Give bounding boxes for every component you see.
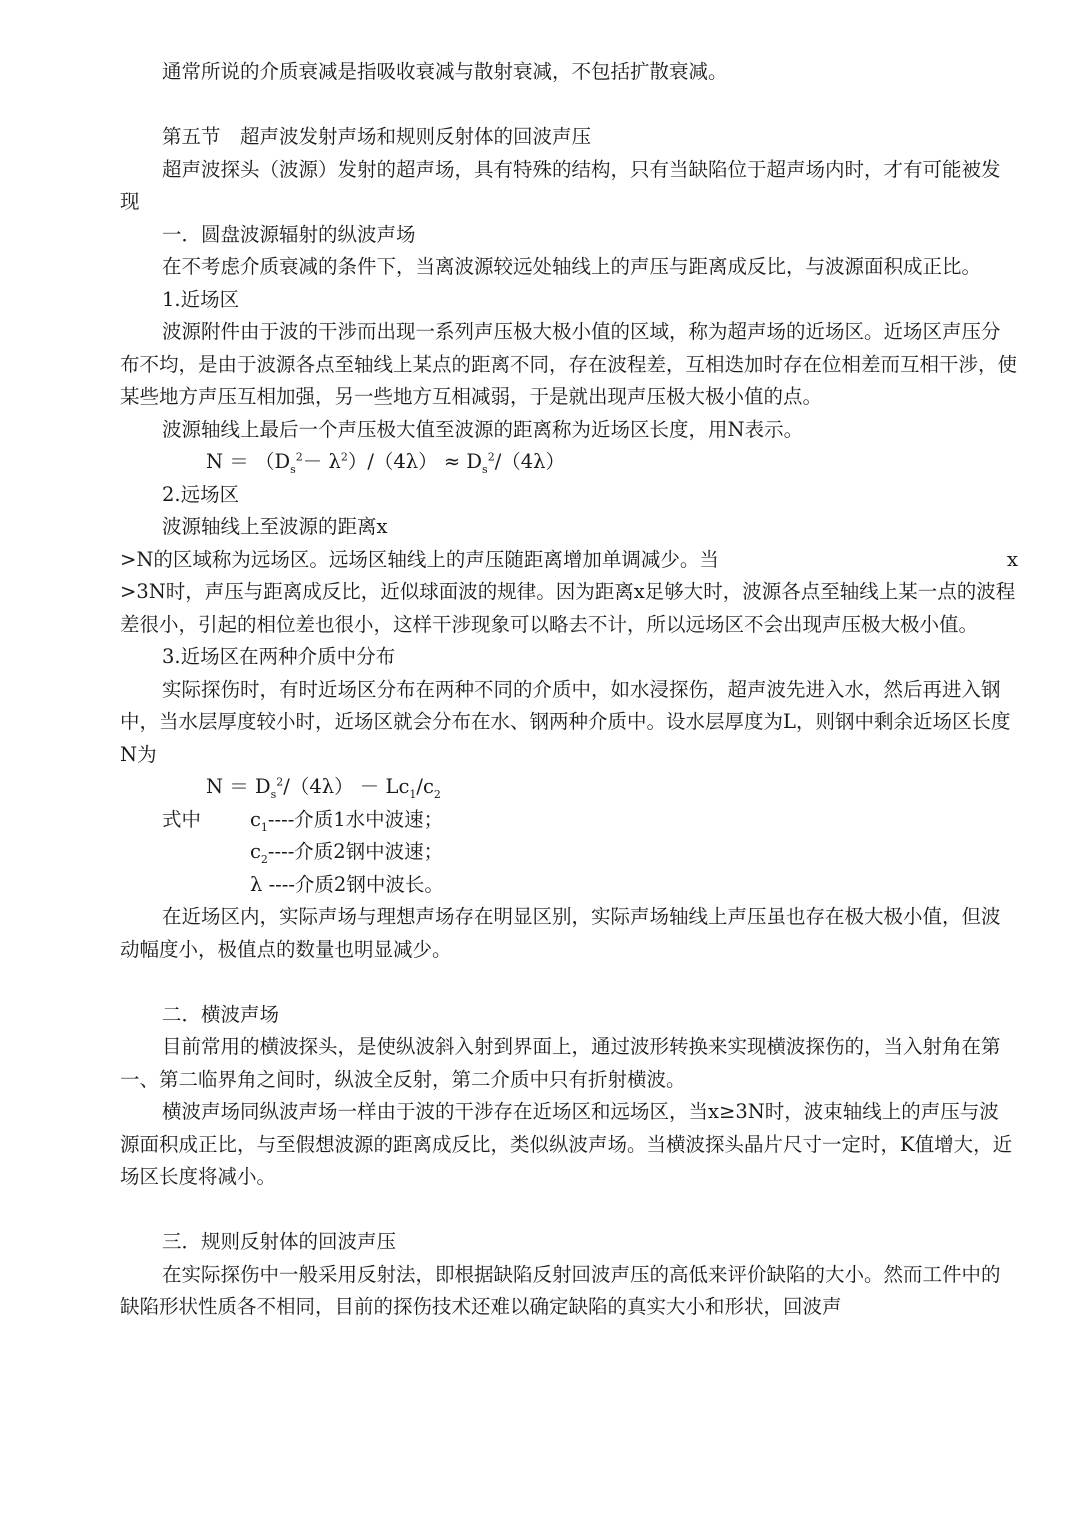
paragraph: 在近场区内，实际声场与理想声场存在明显区别，实际声场轴线上声压虽也存在极大极小值，但波动幅度小，极值点的数量也明显减少。 xyxy=(120,905,1001,961)
document-page xyxy=(120,56,1018,1324)
spacer xyxy=(120,89,1018,122)
heading-3: 三．规则反射体的回波声压 xyxy=(162,1230,397,1253)
paragraph: 在不考虑介质衰减的条件下，当离波源较远处轴线上的声压与距离成反比，与波源面积成正比。 xyxy=(162,255,982,278)
paragraph: 实际探伤时，有时近场区分布在两种不同的介质中，如水浸探伤，超声波先进入水，然后再进入钢中，当水层厚度较小时，近场区就会分布在水、钢两种介质中。设水层厚度为L，则钢中剩余近场区长度N为 xyxy=(120,677,1011,766)
definition-row: $c_2----$介质2钢中波速； xyxy=(250,840,444,866)
definition-row: λ ----介质2钢中波长。 xyxy=(250,872,444,896)
spacer xyxy=(120,1194,1018,1227)
section-intro: 超声波探头（波源）发射的超声场，具有特殊的结构，只有当缺陷位于超声场内时，才有可能被发现 xyxy=(120,157,1001,213)
formula-near-field-length: $N = (D_s^2- \lambda^2)/(4\lambda) \approx D_s^2/(4\lambda)$ xyxy=(206,450,566,476)
where-label: 式中 xyxy=(162,807,202,831)
paragraph: 波源附件由于波的干涉而出现一系列声压极大极小值的区域，称为超声场的近场区。近场区声压分布不均，是由于波源各点至轴线上某点的距离不同，存在波程差，互相迭加时存在位相差而互相干涉，使某些地方声压互相加强，另一些地方互相减弱，于是就出现声压极大极小值的点。 xyxy=(120,320,1018,408)
spacer xyxy=(120,966,1018,999)
paragraph: 目前常用的横波探头，是使纵波斜入射到界面上，通过波形转换来实现横波探伤的，当入射角在第一、第二临界角之间时，纵波全反射，第二介质中只有折射横波。 xyxy=(120,1035,1001,1091)
subheading-near-field: 1.近场区 xyxy=(162,287,240,311)
paragraph: 波源轴线上最后一个声压极大值至波源的距离称为近场区长度，用N表示。 xyxy=(162,417,804,441)
paragraph: 在实际探伤中一般采用反射法，即根据缺陷反射回波声压的高低来评价缺陷的大小。然而工件中的缺陷形状性质各不相同，目前的探伤技术还难以确定缺陷的真实大小和形状，回波声 xyxy=(120,1262,1001,1318)
subheading-two-media: 3.近场区在两种介质中分布 xyxy=(162,645,396,668)
definition-row: 式中 $c_1----$介质1水中波速； xyxy=(120,804,1018,837)
paragraph: 横波声场同纵波声场一样由于波的干涉存在近场区和远场区，当x≥3N时，波束轴线上的声压与波源面积成正比，与至假想波源的距离成反比，类似纵波声场。当横波探头晶片尺寸一定时，K值增大，近场区长度将减小。 xyxy=(120,1100,1013,1188)
formula-remaining-near-field: $N = D_s^2/(4\lambda) - Lc_1/c_2$ xyxy=(206,775,441,801)
paragraph: 波源轴线上至波源的距离x xyxy=(162,515,388,538)
section-title: 第五节 超声波发射声场和规则反射体的回波声压 xyxy=(162,125,592,148)
far-field-line: >N的区域称为远场区。远场区轴线上的声压随距离增加单调减少。当 x xyxy=(120,547,1018,571)
intro-paragraph: 通常所说的介质衰减是指吸收衰减与散射衰减，不包括扩散衰减。 xyxy=(162,60,728,83)
subheading-far-field: 2.远场区 xyxy=(162,482,240,506)
paragraph: >3N时，声压与距离成反比，近似球面波的规律。因为距离x足够大时，波源各点至轴线上某一点的波程差很小，引起的相位差也很小，这样干涉现象可以略去不计，所以远场区不会出现声压极大极小值。 xyxy=(120,580,1016,636)
heading-2: 二．横波声场 xyxy=(162,1002,280,1026)
heading-1: 一．圆盘波源辐射的纵波声场 xyxy=(162,222,416,246)
